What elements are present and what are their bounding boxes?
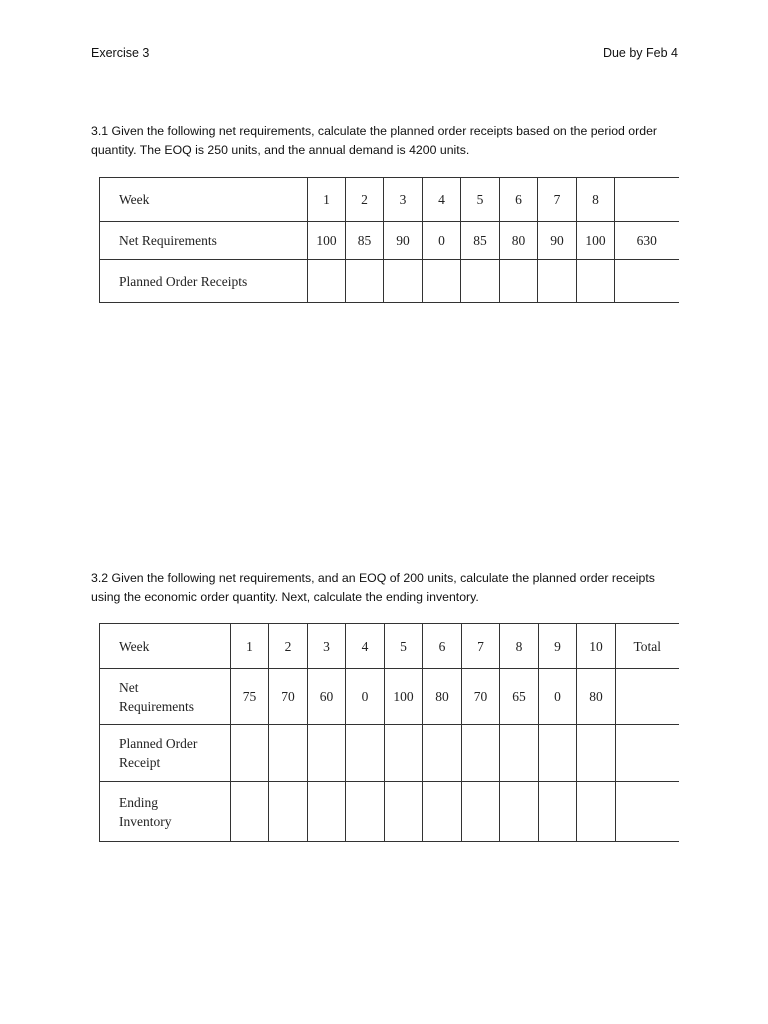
table-row-ending-inventory: [100, 782, 679, 842]
answer-cell[interactable]: [385, 782, 423, 842]
table-3-2: [99, 623, 679, 842]
answer-cell[interactable]: [346, 725, 385, 782]
week-cell: 1: [231, 624, 269, 669]
answer-cell[interactable]: [231, 725, 269, 782]
net-req-total-cell: [616, 669, 679, 725]
net-req-cell: 75: [231, 669, 269, 725]
net-req-cell: 80: [500, 222, 538, 260]
answer-cell[interactable]: [538, 260, 577, 303]
net-req-cell: 80: [577, 669, 616, 725]
net-req-cell: 70: [269, 669, 308, 725]
row-label-week: Week: [100, 624, 231, 669]
row-label-week: Week: [100, 178, 308, 222]
net-req-cell: 0: [423, 222, 461, 260]
answer-cell[interactable]: [500, 260, 538, 303]
row-label-net-requirements: Net Requirements: [100, 669, 231, 725]
week-cell: 7: [462, 624, 500, 669]
answer-cell[interactable]: [539, 782, 577, 842]
answer-cell[interactable]: [616, 725, 679, 782]
week-cell: 7: [538, 178, 577, 222]
table-row-net-requirements: [100, 669, 679, 725]
answer-cell[interactable]: [346, 260, 384, 303]
week-cell: 4: [423, 178, 461, 222]
net-req-cell: 85: [346, 222, 384, 260]
week-cell: 2: [346, 178, 384, 222]
net-req-cell: 100: [385, 669, 423, 725]
answer-cell[interactable]: [616, 782, 679, 842]
week-cell: 10: [577, 624, 616, 669]
net-req-cell: 90: [384, 222, 423, 260]
answer-cell[interactable]: [423, 725, 462, 782]
week-cell: 4: [346, 624, 385, 669]
week-cell: 8: [577, 178, 615, 222]
answer-cell[interactable]: [462, 782, 500, 842]
week-cell: 3: [308, 624, 346, 669]
week-cell: 6: [500, 178, 538, 222]
answer-cell[interactable]: [346, 782, 385, 842]
answer-cell[interactable]: [231, 782, 269, 842]
answer-cell[interactable]: [500, 725, 539, 782]
net-req-cell: 90: [538, 222, 577, 260]
answer-cell[interactable]: [577, 260, 615, 303]
net-req-total-cell: 630: [615, 222, 679, 260]
week-cell: 5: [461, 178, 500, 222]
table-row-net-requirements: [100, 222, 679, 260]
answer-cell[interactable]: [500, 782, 539, 842]
page-header: [91, 46, 678, 60]
net-req-cell: 60: [308, 669, 346, 725]
question-3-1-text: 3.1 Given the following net requirements, calculate the planned order receipts based on the period order quantity. The EOQ is 250 units, and the annual demand is 4200 units.: [91, 124, 658, 157]
answer-cell[interactable]: [539, 725, 577, 782]
total-header-cell: Total: [616, 624, 679, 669]
answer-cell[interactable]: [615, 260, 679, 303]
answer-cell[interactable]: [269, 782, 308, 842]
week-cell: 3: [384, 178, 423, 222]
week-cell: 9: [539, 624, 577, 669]
row-label-ending-inventory: Ending Inventory: [100, 782, 231, 842]
table-3-1: [99, 177, 679, 303]
net-req-cell: 100: [308, 222, 346, 260]
week-cell: 6: [423, 624, 462, 669]
answer-cell[interactable]: [308, 725, 346, 782]
exercise-title: Exercise 3: [91, 46, 150, 60]
answer-cell[interactable]: [462, 725, 500, 782]
week-cell: 5: [385, 624, 423, 669]
table-row-week: [100, 178, 679, 222]
net-req-cell: 85: [461, 222, 500, 260]
answer-cell[interactable]: [423, 782, 462, 842]
net-req-cell: 0: [346, 669, 385, 725]
week-cell: 2: [269, 624, 308, 669]
row-label-net-requirements: Net Requirements: [100, 222, 308, 260]
table-row-planned-order-receipts: [100, 260, 679, 303]
net-req-cell: 80: [423, 669, 462, 725]
answer-cell[interactable]: [308, 782, 346, 842]
question-3-2-text: 3.2 Given the following net requirements, and an EOQ of 200 units, calculate the planned order receipts using the economic order quantity. Next, calculate the ending inventory.: [91, 571, 655, 604]
answer-cell[interactable]: [461, 260, 500, 303]
net-req-cell: 65: [500, 669, 539, 725]
row-label-planned-order-receipt: Planned Order Receipt: [100, 725, 231, 782]
answer-cell[interactable]: [385, 725, 423, 782]
answer-cell[interactable]: [384, 260, 423, 303]
net-req-cell: 70: [462, 669, 500, 725]
answer-cell[interactable]: [577, 782, 616, 842]
week-cell: 1: [308, 178, 346, 222]
week-cell: [615, 178, 679, 222]
table-row-planned-order-receipt: [100, 725, 679, 782]
net-req-cell: 100: [577, 222, 615, 260]
answer-cell[interactable]: [423, 260, 461, 303]
row-label-planned-order-receipts: Planned Order Receipts: [100, 260, 308, 303]
answer-cell[interactable]: [269, 725, 308, 782]
answer-cell[interactable]: [577, 725, 616, 782]
net-req-cell: 0: [539, 669, 577, 725]
table-row-week: [100, 624, 679, 669]
week-cell: 8: [500, 624, 539, 669]
answer-cell[interactable]: [308, 260, 346, 303]
due-date: Due by Feb 4: [602, 46, 678, 60]
